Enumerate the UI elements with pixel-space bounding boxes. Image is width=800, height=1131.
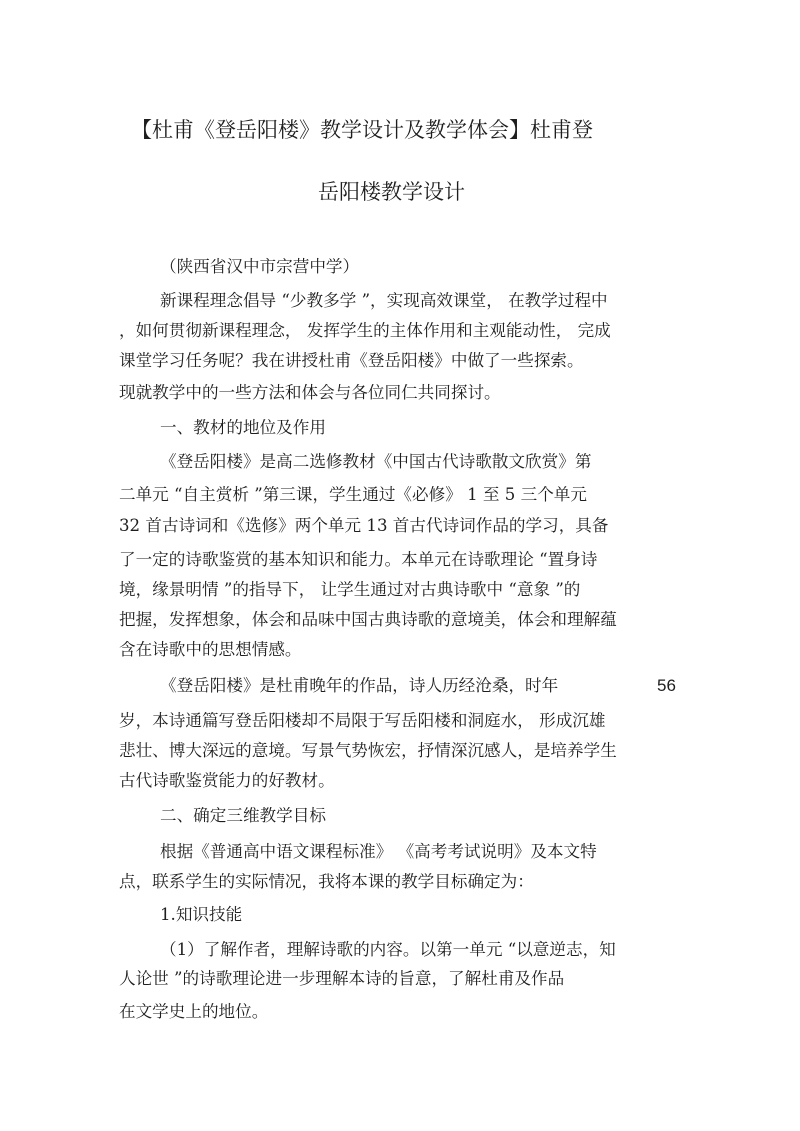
intro-line: 课堂学习任务呢？我在讲授杜甫《登岳阳楼》中做了一些探索。 bbox=[119, 351, 584, 370]
paragraph-line: 悲壮、博大深远的意境。写景气势恢宏，抒情深沉感人，是培养学生 bbox=[119, 741, 617, 760]
paragraph-line: 了一定的诗歌鉴赏的基本知识和能力。本单元在诗歌理论 “置身诗 bbox=[119, 550, 598, 569]
paragraph-line: 点，联系学生的实际情况，我将本课的教学目标确定为： bbox=[119, 872, 534, 891]
paragraph-line: （1）了解作者，理解诗歌的内容。以第一单元 “以意逆志，知 bbox=[160, 940, 616, 959]
paragraph-line: 把握，发挥想象，体会和品味中国古典诗歌的意境美，体会和理解蕴 bbox=[119, 610, 617, 629]
intro-line: ，如何贯彻新课程理念， 发挥学生的主体作用和主观能动性， 完成 bbox=[119, 321, 611, 340]
paragraph-line: 二单元 “自主赏析 ”第三课，学生通过《必修》 1 至 5 三个单元 bbox=[119, 485, 587, 504]
paragraph-line: 含在诗歌中的思想情感。 bbox=[119, 640, 302, 659]
paragraph-line: 《登岳阳楼》是杜甫晚年的作品，诗人历经沧桑，时年 bbox=[160, 676, 559, 695]
subsection-knowledge-skills: 1.知识技能 bbox=[160, 905, 243, 924]
paragraph-line: 在文学史上的地位。 bbox=[119, 1002, 269, 1021]
paragraph-line: 古代诗歌鉴赏能力的好教材。 bbox=[119, 771, 335, 790]
title-line-1: 【杜甫《登岳阳楼》教学设计及教学体会】杜甫登 bbox=[131, 118, 593, 142]
paragraph-line: 人论世 ”的诗歌理论进一步理解本诗的旨意，了解杜甫及作品 bbox=[119, 969, 565, 988]
section-1-heading: 一、教材的地位及作用 bbox=[160, 418, 326, 437]
age-number: 56 bbox=[657, 676, 676, 695]
paragraph-line: 根据《普通高中语文课程标准》 《高考考试说明》及本文特 bbox=[160, 842, 597, 861]
paragraph-line: 境，缘景明情 ”的指导下， 让学生通过对古典诗歌中 “意象 ”的 bbox=[119, 580, 581, 599]
school-affiliation: （陕西省汉中市宗营中学） bbox=[160, 257, 360, 276]
paragraph-line: 32 首古诗词和《选修》两个单元 13 首古代诗词作品的学习，具备 bbox=[119, 516, 609, 535]
intro-line: 现就教学中的一些方法和体会与各位同仁共同探讨。 bbox=[119, 383, 501, 402]
section-2-heading: 二、确定三维教学目标 bbox=[160, 806, 326, 825]
title-line-2: 岳阳楼教学设计 bbox=[318, 180, 465, 204]
intro-line: 新课程理念倡导 “少教多学 ”，实现高效课堂， 在教学过程中 bbox=[160, 291, 608, 310]
paragraph-line: 岁，本诗通篇写登岳阳楼却不局限于写岳阳楼和洞庭水， 形成沉雄 bbox=[119, 711, 606, 730]
paragraph-line: 《登岳阳楼》是高二选修教材《中国古代诗歌散文欣赏》第 bbox=[160, 452, 592, 471]
